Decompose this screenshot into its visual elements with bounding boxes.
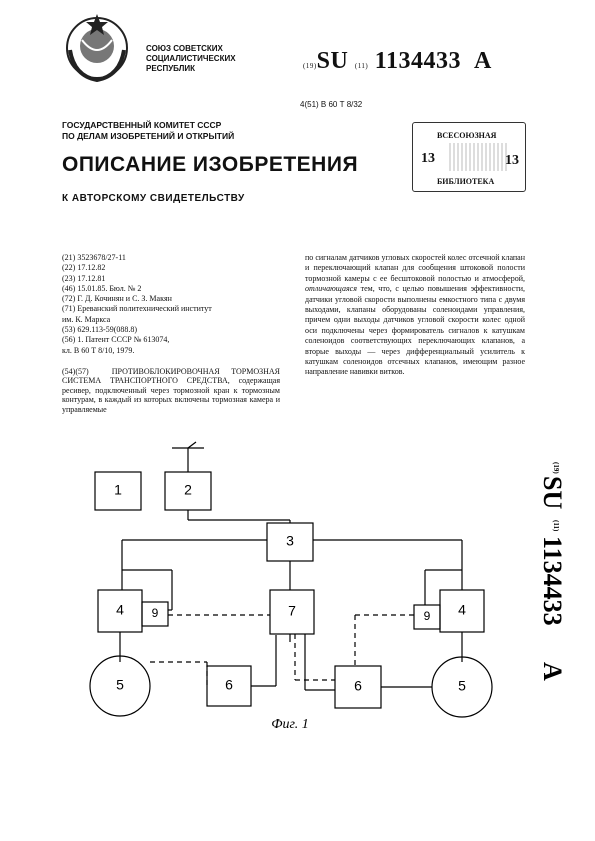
side-number: 1134433 [538, 536, 567, 626]
label-3: 3 [286, 532, 294, 549]
label-4-left: 4 [116, 601, 124, 618]
biblio-row: (71) Ереванский политехнический институт [62, 304, 212, 314]
label-1: 1 [114, 481, 122, 498]
block-diagram [80, 440, 520, 740]
label-6-left: 6 [225, 676, 233, 693]
biblio-row: кл. В 60 Т 8/10, 1979. [62, 345, 135, 355]
biblio-row: (21) 3523678/27-11 [62, 253, 126, 262]
side-code-19: (19) [552, 462, 560, 474]
biblio-row: (72) Г. Д. Кочинян и С. З. Макян [62, 294, 172, 304]
biblio-row: (46) 15.01.85. Бюл. № 2 [62, 283, 142, 293]
side-kind: A [538, 662, 567, 681]
side-country: SU [538, 476, 567, 510]
biblio-row: (53) 629.113-59(088.8) [62, 325, 138, 335]
side-patent-number [522, 460, 572, 800]
label-4-right: 4 [458, 601, 466, 618]
label-2: 2 [184, 481, 192, 498]
bibliographic-data [62, 253, 292, 356]
claim-continuation: по сигналам датчиков угловых скоростей колес отсечной клапан и переключающий клапан для сообщения штоковой полости тормозной камеры с ее бесштоковой полостью и атмосферой, отличающаяся тем, что, с целью повышения эффективности, датчики угловой скорости выполнены емкостного типа с двумя выходами, клапаны оборудованы соленоидами управления, причем одни выходы датчиков угловой скорости колес одной оси подключены через формирователь сигналов к катушкам соленоидов соответствующих переключающих клапанов, а вторые выходы — через дифференциальный усилитель к катушкам соленоидов отсечных клапанов, имеющим разное направление навивки витков. [305, 253, 526, 377]
label-9-left: 9 [151, 606, 159, 621]
library-stamp: ВСЕСОЮЗНАЯ 13 13 БИБЛИОТЕКА [412, 122, 526, 192]
label-5-left: 5 [116, 676, 124, 693]
label-6-right: 6 [354, 677, 362, 694]
figure-caption: Фиг. 1 [271, 717, 309, 732]
ipc-class: 4(51) В 60 Т 8/32 [300, 100, 363, 109]
claim-text: (54)(57) ПРОТИВОБЛОКИРОВОЧНАЯ ТОРМОЗНАЯ СИСТЕМА ТРАНСПОРТНОГО СРЕДСТВА, содержащая ресивер, подключенный через тормозной кран к тормозным контурам, в каждый из которых включены тормозная камера и управляемые [62, 367, 281, 414]
label-7: 7 [288, 602, 296, 619]
label-5-right: 5 [458, 677, 466, 694]
union-name: СОЮЗ СОВЕТСКИХ СОЦИАЛИСТИЧЕСКИХ РЕСПУБЛИК [146, 44, 236, 73]
ussr-emblem [60, 10, 134, 86]
label-9-right: 9 [423, 609, 431, 624]
biblio-row: им. К. Маркса [62, 314, 111, 324]
patent-number-header: (19)SU (11) 1134433 A [303, 48, 492, 74]
document-title: ОПИСАНИЕ ИЗОБРЕТЕНИЯ [62, 153, 359, 176]
biblio-row: (23) 17.12.81 [62, 273, 106, 283]
committee-name: ГОСУДАРСТВЕННЫЙ КОМИТЕТ СССР ПО ДЕЛАМ ИЗОБРЕТЕНИЙ И ОТКРЫТИЙ [62, 120, 235, 141]
side-code-11: (11) [552, 520, 560, 532]
biblio-row: (56) 1. Патент СССР № 613074, [62, 335, 170, 345]
biblio-row: (22) 17.12.82 [62, 263, 106, 273]
document-subtitle: К АВТОРСКОМУ СВИДЕТЕЛЬСТВУ [62, 193, 245, 204]
